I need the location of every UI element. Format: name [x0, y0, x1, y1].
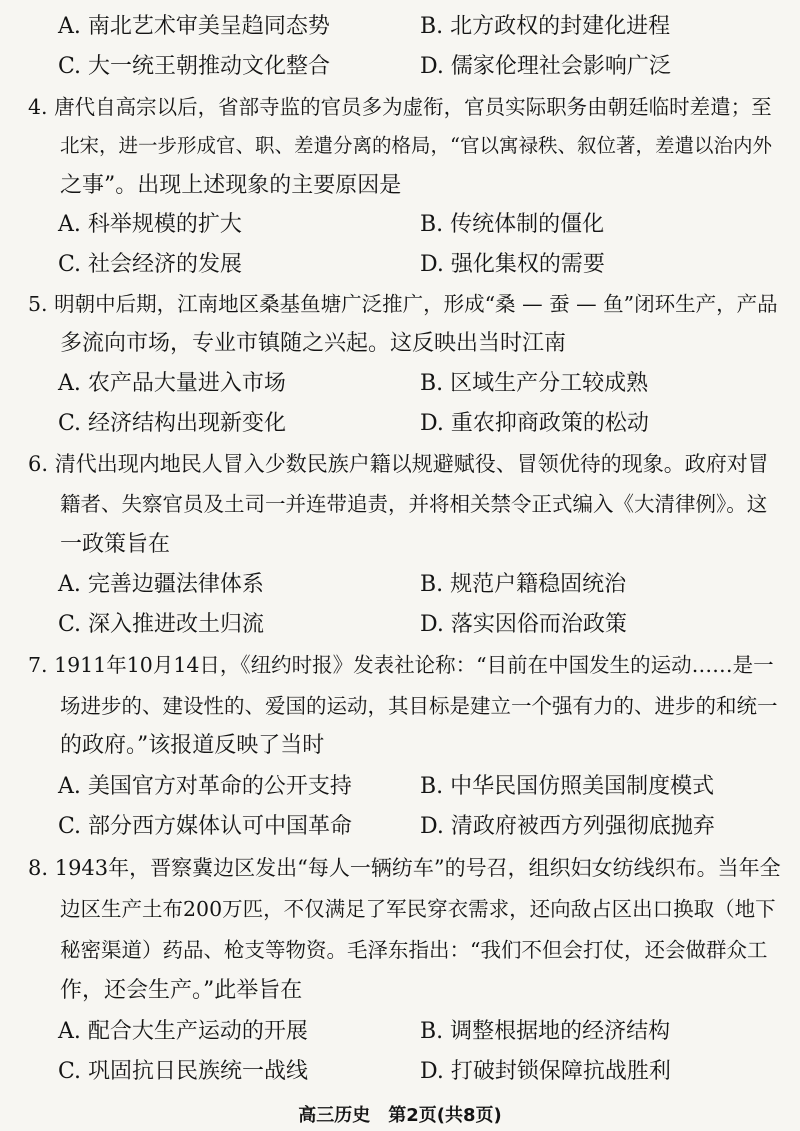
q8-option-b: B. 调整根据地的经济结构 — [420, 1019, 671, 1044]
q4-stem-text-2: 北宋，进一步形成官、职、差遣分离的格局，“官以寓禄秩、叙位著，差遣以治内外 — [60, 134, 772, 157]
q7-option-c: C. 部分西方媒体认可中国革命 — [58, 814, 353, 839]
q8-stem-text-1: 8. 1943年，晋察冀边区发出“每人一辆纺车”的号召，组织妇女纺线织布。当年全 — [28, 856, 781, 880]
q8-option-a: A. 配合大生产运动的开展 — [58, 1019, 308, 1044]
q7-stem-text-2: 场进步的、建设性的、爱国的运动，其目标是建立一个强有力的、进步的和统一 — [60, 694, 778, 718]
q8-stem-text-4: 作，还会生产。”此举旨在 — [60, 978, 303, 1003]
q7-option-a: A. 美国官方对革命的公开支持 — [58, 774, 352, 799]
q5-stem-text-2: 多流向市场，专业市镇随之兴起。这反映出当时江南 — [60, 331, 567, 356]
q6-option-b: B. 规范户籍稳固统治 — [420, 572, 627, 597]
q5-option-c: C. 经济结构出现新变化 — [58, 411, 287, 436]
q5-option-d: D. 重农抑商政策的松动 — [420, 411, 649, 436]
q4-option-c: C. 社会经济的发展 — [58, 252, 243, 277]
q3-option-a: A. 南北艺术审美呈趋同态势 — [58, 14, 330, 39]
q6-option-d: D. 落实因俗而治政策 — [420, 612, 627, 637]
q5-stem-text-1: 5. 明朝中后期，江南地区桑基鱼塘广泛推广，形成“桑 — 蚕 — 鱼”闭环生产，产品 — [28, 292, 778, 316]
q3-option-d: D. 儒家伦理社会影响广泛 — [420, 54, 671, 79]
page-footer: 高三历史 第2页(共8页) — [298, 1105, 502, 1126]
q8-option-c: C. 巩固抗日民族统一战线 — [58, 1059, 309, 1084]
q3-option-b: B. 北方政权的封建化进程 — [420, 14, 671, 39]
q4-stem-text-3: 之事”。出现上述现象的主要原因是 — [60, 173, 402, 198]
q7-option-b: B. 中华民国仿照美国制度模式 — [420, 774, 715, 799]
q5-option-a: A. 农产品大量进入市场 — [58, 371, 286, 396]
q7-option-d: D. 清政府被西方列强彻底抛弃 — [420, 814, 715, 839]
q8-stem-text-3: 秘密渠道）药品、枪支等物资。毛泽东指出：“我们不但会打仗，还会做群众工 — [60, 938, 768, 962]
q4-option-d: D. 强化集权的需要 — [420, 252, 605, 277]
q6-option-c: C. 深入推进改土归流 — [58, 612, 265, 637]
q5-option-b: B. 区域生产分工较成熟 — [420, 371, 649, 396]
q4-stem-text-1: 4. 唐代自高宗以后，省部寺监的官员多为虚衔，官员实际职务由朝廷临时差遣；至 — [28, 95, 772, 119]
q7-stem-text-1: 7. 1911年10月14日，《纽约时报》发表社论称：“目前在中国发生的运动……是一 — [28, 653, 774, 677]
q8-option-d: D. 打破封锁保障抗战胜利 — [420, 1059, 671, 1084]
q6-stem-text-2: 籍者、失察官员及土司一并连带追责，并将相关禁令正式编入《大清律例》。这 — [60, 492, 768, 516]
q4-option-a: A. 科举规模的扩大 — [58, 212, 242, 237]
q6-option-a: A. 完善边疆法律体系 — [58, 572, 264, 597]
q6-stem-text-3: 一政策旨在 — [60, 532, 171, 557]
q8-stem-text-2: 边区生产土布200万匹，不仅满足了军民穿衣需求，还向敌占区出口换取（地下 — [60, 897, 776, 921]
q6-stem-text-1: 6. 清代出现内地民人冒入少数民族户籍以规避赋役、冒领优待的现象。政府对冒 — [28, 452, 769, 476]
q4-option-b: B. 传统体制的僵化 — [420, 212, 605, 237]
q7-stem-text-3: 的政府。”该报道反映了当时 — [60, 733, 325, 758]
q3-option-c: C. 大一统王朝推动文化整合 — [58, 54, 331, 79]
